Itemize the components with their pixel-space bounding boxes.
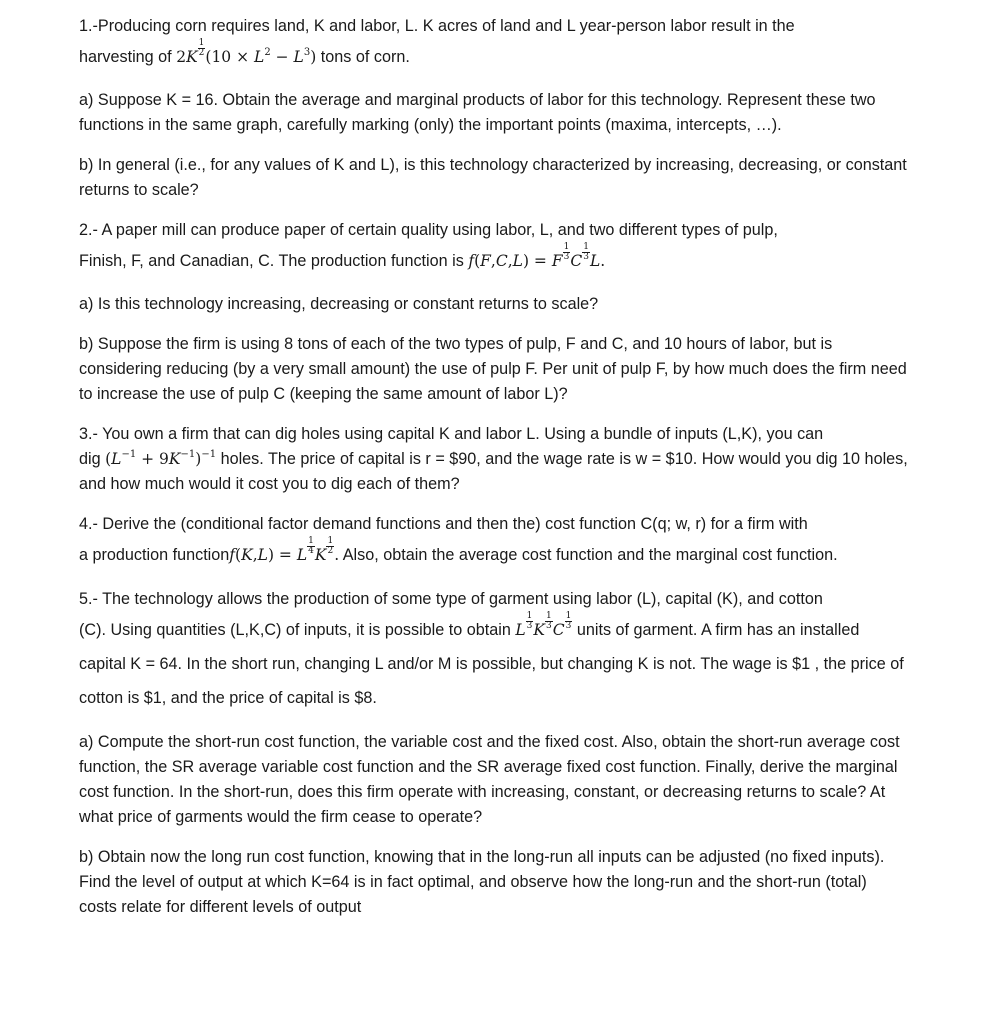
q2-intro-line1: 2.- A paper mill can produce paper of certain quality using labor, L, and two different types of pulp, <box>79 221 778 239</box>
q1-part-a: a) Suppose K = 16. Obtain the average and marginal products of labor for this technology. Represent these two functions in the same graph, carefully marking (only) the important points (maxima, intercepts, …). <box>79 91 876 134</box>
q4-text <box>79 512 909 572</box>
q2-production-formula: f(F,C,L) = F $^{\frac{1}{3}}$ C $^{\frac{1}{3}}$ L. <box>468 242 606 270</box>
q1-intro <box>79 14 909 74</box>
q2-part-a: a) Is this technology increasing, decreasing or constant returns to scale? <box>79 295 599 313</box>
q5-line1: 5.- The technology allows the production of some type of garment using labor (L), capital (K), and cotton <box>79 590 823 608</box>
q3-line1: 3.- You own a firm that can dig holes using capital K and labor L. Using a bundle of inputs (L,K), you can <box>79 425 824 443</box>
q4-line1: 4.- Derive the (conditional factor demand functions and then the) cost function C(q; w, r) for a firm with <box>79 515 808 533</box>
q3-text <box>79 422 909 497</box>
problem-set-document <box>79 14 909 920</box>
q5-part-a: a) Compute the short-run cost function, the variable cost and the fixed cost. Also, obtain the short-run average cost function, the SR average variable cost function and the SR average fixed cost function. Finally, derive the marginal cost function. In the short-run, does this firm operate with increasing, constant, or decreasing returns to scale? At what price of garments would the firm cease to operate? <box>79 733 900 826</box>
q3-rest: holes. The price of capital is r = $90, and the wage rate is w = $10. How would you dig 10 holes, and how much would it cost you to dig each of them? <box>79 450 908 493</box>
q2-part-b: b) Suppose the firm is using 8 tons of each of the two types of pulp, F and C, and 10 hours of labor, but is considering reducing (by a very small amount) the use of pulp F. Per unit of pulp F, by how much does the firm need to increase the use of pulp C (keeping the same amount of labor L)? <box>79 335 907 403</box>
q5-quantities: (C). Using quantities (L,K,C) of inputs, it is possible to obtain <box>79 621 511 639</box>
q1-intro-line1: 1.-Producing corn requires land, K and labor, L. K acres of land and L year-person labor result in the <box>79 17 795 35</box>
q1-intro-tail: tons of corn. <box>320 48 410 66</box>
q3-holes-formula: $(L^{-1} + 9K^{-1})^{-1}$ <box>105 449 217 468</box>
q5-rest: units of garment. A firm has an installed capital K = 64. In the short run, changing L and/or M is possible, but changing K is not. The wage is $1 , the price of cotton is $1, and the price of capital is $8. <box>79 621 904 707</box>
q1-part-b: b) In general (i.e., for any values of K and L), is this technology characterized by increasing, decreasing, or constant returns to scale? <box>79 156 907 199</box>
q2-intro-line2: Finish, F, and Canadian, C. The production function is <box>79 252 464 270</box>
q4-production-formula: f(K,L) = L $^{\frac{1}{4}}$ K $^{\frac{1}{2}}$ . <box>229 536 340 564</box>
q4-prod-label: a production function <box>79 546 230 564</box>
q4-rest: Also, obtain the average cost function and the marginal cost function. <box>342 546 838 564</box>
q1-intro-harvest: harvesting of <box>79 48 172 66</box>
q5-text <box>79 587 909 715</box>
q5-production-formula: L $^{\frac{1}{3}}$ K $^{\frac{1}{3}}$ C $^{\frac{1}{3}}$ <box>515 611 572 639</box>
q2-intro <box>79 218 909 278</box>
q5-part-b: b) Obtain now the long run cost function, knowing that in the long-run all inputs can be adjusted (no fixed inputs). Find the level of output at which K=64 is in fact optimal, and observe how the long-run and the short-run (total) costs relate for different levels of output <box>79 848 885 916</box>
q1-production-formula: 2K $^{\frac{1}{2}}$ $(10 \times L^2 - L^3)$ <box>176 38 317 66</box>
q3-dig: dig <box>79 450 101 468</box>
